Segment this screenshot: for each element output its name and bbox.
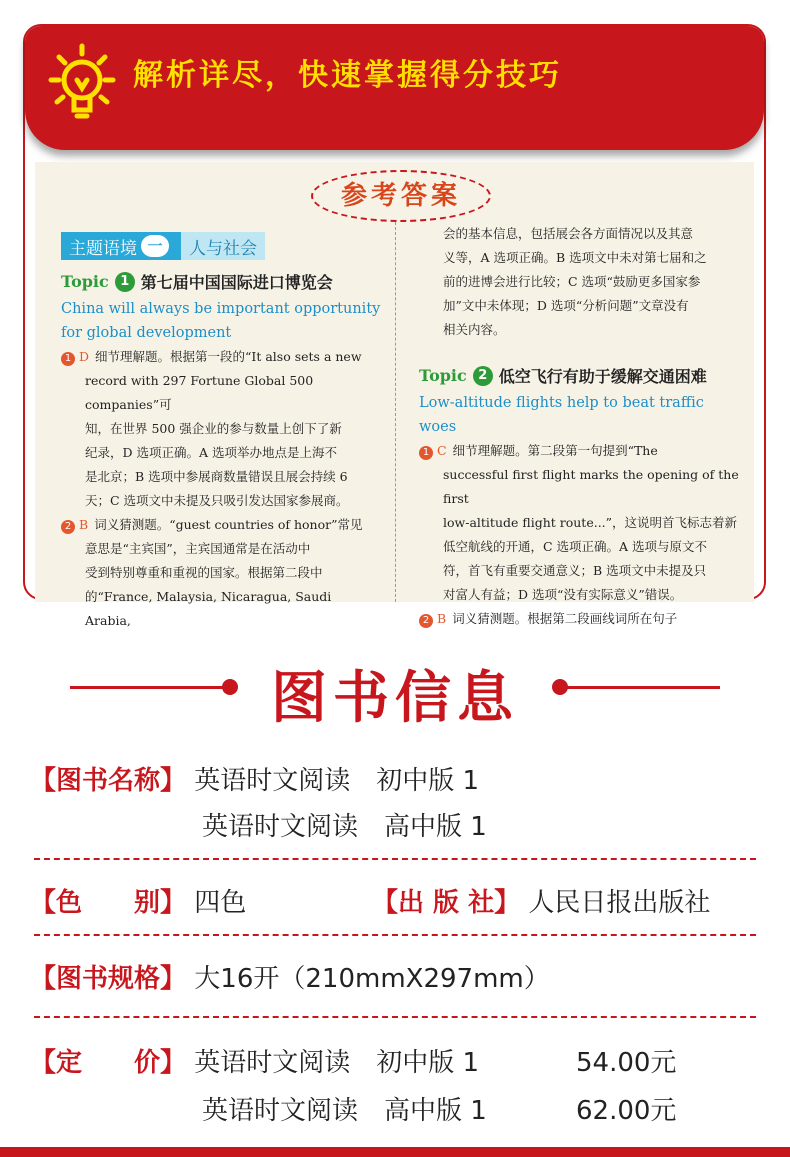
section-title: 图书信息	[271, 665, 519, 731]
answer-number: 1	[419, 446, 433, 460]
answer-text: 词义猜测题。“guest countries of honor”常见	[94, 517, 363, 532]
color-value: 四色	[194, 888, 247, 918]
topic-1-english-title	[61, 297, 381, 345]
answer-text: 受到特别尊重和重视的国家。根据第二段中	[85, 565, 323, 580]
topic-word: Topic	[61, 272, 109, 291]
theme-label-text: 主题语境	[69, 238, 137, 259]
answer-text: 符，首飞有重要交通意义；B 选项文中未提及只	[443, 563, 707, 578]
banner	[25, 26, 764, 150]
price-item: 英语时文阅读 高中版 1	[202, 1096, 487, 1126]
answer-text: record with 297 Fortune Global 500 companies”可	[85, 373, 314, 412]
right-deco-line	[560, 686, 720, 689]
answer-text: 天；C 选项文中未提及只吸引发达国家参展商。	[85, 493, 349, 508]
answer-letter: B	[437, 611, 447, 626]
price-row	[30, 1042, 479, 1079]
answer-1	[61, 345, 381, 513]
answer-text: 义等，A 选项正确。B 选项文中未对第七届和之	[443, 250, 707, 265]
divider	[34, 934, 756, 936]
answer-number: 1	[61, 352, 75, 366]
english-title-line: China will always be important opportunity	[61, 301, 381, 317]
price-row-2	[202, 1090, 487, 1127]
right-column	[419, 222, 739, 631]
answer-text: 意思是“主宾国”，主宾国通常是在活动中	[85, 541, 311, 556]
theme-header	[61, 232, 381, 260]
topic-number: 1	[115, 272, 135, 292]
answer-text: 词义猜测题。根据第二段画线词所在句子	[452, 611, 678, 626]
answer-text: 细节理解题。第二段第一句提到“The	[452, 443, 658, 458]
answer-letter: D	[79, 349, 90, 364]
banner-title: 解析详尽，快速掌握得分技巧	[133, 58, 562, 93]
topic-title: 低空飞行有助于缓解交通困难	[498, 367, 707, 386]
english-title-line: for global development	[61, 325, 232, 341]
answer-page-preview	[35, 162, 754, 628]
topic-1-heading	[61, 270, 381, 293]
answer-text: 会的基本信息，包括展会各方面情况以及其意	[443, 226, 694, 241]
theme-label	[61, 232, 181, 260]
topic-title: 第七届中国国际进口博览会	[140, 273, 333, 292]
price-label: 【定 价】	[30, 1048, 187, 1078]
spec-label: 【图书规格】	[30, 964, 187, 994]
answer-letter: B	[79, 517, 89, 532]
left-column	[61, 232, 381, 633]
book-name-value: 英语时文阅读 初中版 1	[194, 766, 480, 796]
price-value: 62.00元	[576, 1096, 677, 1126]
divider	[34, 858, 756, 860]
answer-text: 的“France, Malaysia, Nicaragua, Saudi Arabia,	[85, 589, 332, 628]
theme-name: 人与社会	[181, 232, 265, 260]
topic-2-heading	[419, 364, 739, 387]
answer-1	[419, 439, 739, 607]
answer-number: 2	[419, 614, 433, 628]
book-name-row	[30, 760, 479, 797]
color-label: 【色 别】	[30, 888, 187, 918]
answer-text: 纪录，D 选项正确。A 选项举办地点是上海不	[85, 445, 337, 460]
answer-2	[419, 607, 739, 631]
answer-text: 相关内容。	[443, 322, 506, 337]
answer-text: 细节理解题。根据第一段的“It also sets a new	[95, 349, 362, 364]
answer-text: 知，在世界 500 强企业的参与数量上创下了新	[85, 421, 342, 436]
answer-letter: C	[437, 443, 447, 458]
spec-value: 大16开（210mmX297mm）	[194, 964, 550, 994]
bottom-bar	[0, 1147, 790, 1157]
price-value-row	[576, 1042, 676, 1079]
price-item: 英语时文阅读 初中版 1	[194, 1048, 480, 1078]
book-name-value: 英语时文阅读 高中版 1	[202, 812, 487, 842]
theme-number: 一	[141, 235, 169, 257]
answer-text: 前的进博会进行比较；C 选项“鼓励更多国家参	[443, 274, 701, 289]
spec-row	[30, 958, 550, 995]
price-value-row-2	[576, 1090, 676, 1127]
answer-text: 加”文中未体现；D 选项“分析问题”文章没有	[443, 298, 689, 313]
divider	[34, 1016, 756, 1018]
topic-word: Topic	[419, 366, 467, 385]
book-info-header	[0, 646, 790, 731]
answer-text: 是北京；B 选项中参展商数量错误且展会持续 6	[85, 469, 348, 484]
publisher-label: 【出 版 社】	[372, 888, 521, 918]
lightbulb-icon	[39, 40, 125, 126]
topic-number: 2	[473, 366, 493, 386]
answer-text: 对富人有益；D 选项“没有实际意义”错误。	[443, 587, 683, 602]
left-deco-dot	[222, 679, 238, 695]
publisher-row	[372, 882, 710, 919]
book-name-row-2	[202, 806, 487, 843]
book-name-label: 【图书名称】	[30, 766, 187, 796]
answer-2	[61, 513, 381, 633]
answer-number: 2	[61, 520, 75, 534]
publisher-value: 人民日报出版社	[528, 888, 711, 918]
left-deco-line	[70, 686, 230, 689]
answer-stamp: 参考答案	[311, 170, 491, 222]
price-value: 54.00元	[576, 1048, 677, 1078]
answer-text: successful first flight marks the opening of the first	[443, 467, 739, 506]
column-divider	[395, 222, 396, 602]
answer-text: 低空航线的开通，C 选项正确。A 选项与原文不	[443, 539, 708, 554]
preview-frame	[23, 24, 766, 628]
color-row	[30, 882, 246, 919]
answer-text: low-altitude flight route...”，这说明首飞标志着新	[443, 515, 738, 530]
topic-2-english-title: Low-altitude flights help to beat traffic woes	[419, 395, 704, 435]
